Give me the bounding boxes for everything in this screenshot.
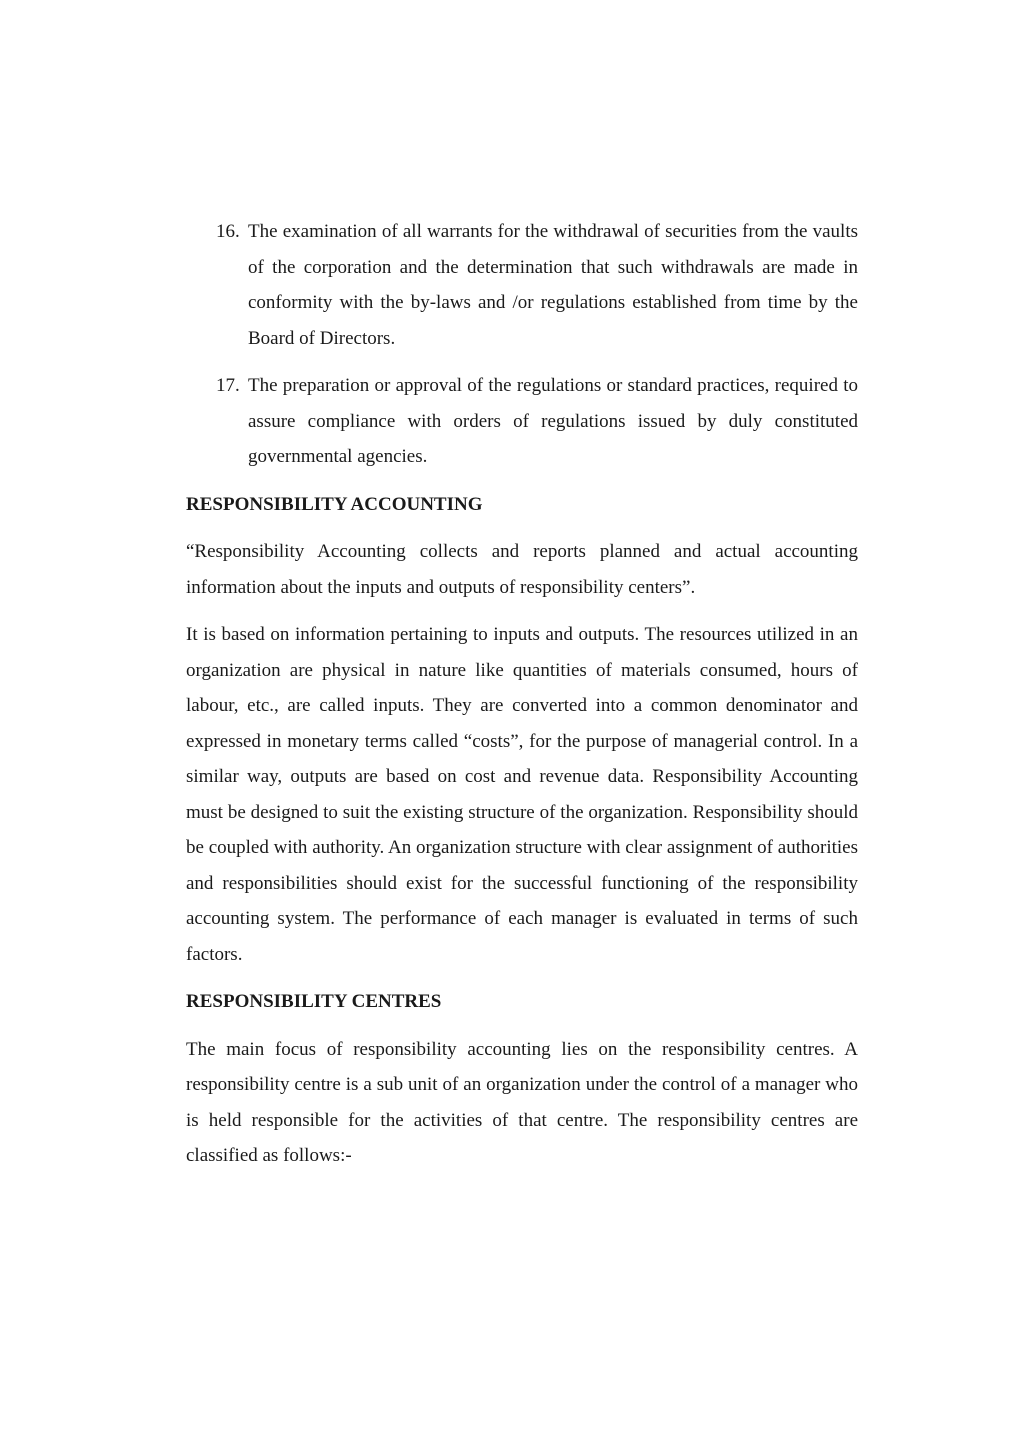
- list-item-text: The preparation or approval of the regulations or standard practices, required to assure compliance with orders of regulations issued by duly constituted governmental agencies.: [248, 375, 858, 467]
- body-paragraph: The main focus of responsibility accounting lies on the responsibility centres. A responsibility centre is a sub unit of an organization under the control of a manager who is held responsible for the activities of that centre. The responsibility centres are classified as follows:-: [186, 1038, 858, 1166]
- section-heading-responsibility-accounting: RESPONSIBILITY ACCOUNTING: [186, 493, 483, 515]
- list-number: 16.: [216, 221, 240, 242]
- section-heading-responsibility-centres: RESPONSIBILITY CENTRES: [186, 991, 442, 1012]
- list-item-text: The examination of all warrants for the withdrawal of securities from the vaults of the corporation and the determination that such withdrawals are made in conformity with the by-laws and /or regulations established from time by the Board of Directors.: [248, 221, 858, 349]
- body-paragraph: It is based on information pertaining to inputs and outputs. The resources utilized in an organization are physical in nature like quantities of materials consumed, hours of labour, etc., are called inputs. They are converted into a common denominator and expressed in monetary terms called “costs”, for the purpose of managerial control. In a similar way, outputs are based on cost and revenue data. Responsibility Accounting must be designed to suit the existing structure of the organization. Responsibility should be coupled with authority. An organization structure with clear assignment of authorities and responsibilities should exist for the successful functioning of the responsibility accounting system. The performance of each manager is evaluated in terms of such factors.: [186, 624, 858, 965]
- definition-quote: “Responsibility Accounting collects and reports planned and actual accounting information about the inputs and outputs of responsibility centers”.: [186, 541, 858, 598]
- document-page: [186, 214, 858, 1186]
- list-item: [186, 214, 858, 356]
- list-item: [186, 368, 858, 475]
- list-number: 17.: [216, 375, 240, 396]
